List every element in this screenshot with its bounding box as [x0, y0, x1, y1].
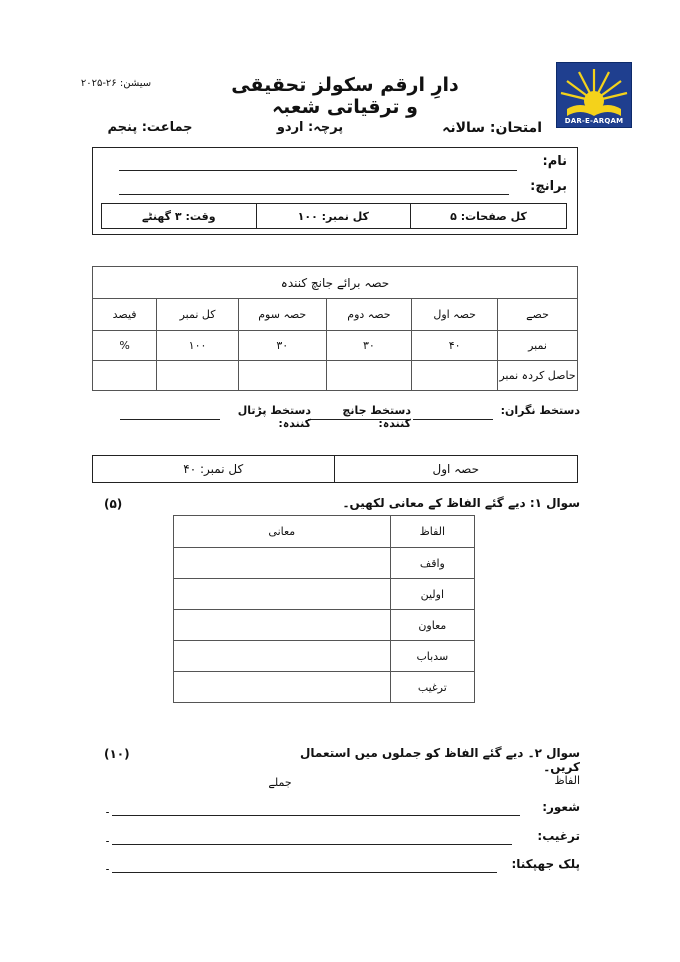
word-cell: ترغیب	[390, 672, 474, 703]
rechecker-sign-label: دستخط پڑتال کنندہ:	[237, 404, 311, 430]
part3-marks: ۳۰	[238, 331, 326, 361]
header-total: کل نمبر	[157, 299, 239, 331]
question-1-marks: (۵)	[104, 497, 123, 511]
rechecker-sign-field[interactable]	[120, 419, 220, 420]
examiner-table	[92, 266, 578, 391]
section-marks: کل نمبر: ۴۰	[93, 456, 335, 483]
header-parts: حصے	[498, 299, 578, 331]
sun-book-icon	[557, 63, 631, 117]
obtained-part1[interactable]	[412, 361, 498, 391]
end-mark: ۔	[104, 802, 112, 816]
section-header	[92, 455, 578, 483]
table-row	[93, 331, 578, 361]
obtained-row-label: حاصل کردہ نمبر	[498, 361, 578, 391]
word-cell: سدباب	[390, 641, 474, 672]
invigilator-sign-label: دستخط نگران:	[500, 404, 580, 417]
total-marks-cell: کل نمبر: ۱۰۰	[256, 204, 410, 229]
header-percent: فیصد	[93, 299, 157, 331]
total-cell: ۱۰۰	[157, 331, 239, 361]
q2-word-3: پلک جھپکنا:	[511, 857, 580, 871]
checker-sign-field[interactable]	[308, 419, 411, 420]
q2-col-word: الفاظ	[554, 774, 580, 787]
table-row	[174, 516, 475, 548]
logo-text: DAR-E-ARQAM	[564, 117, 624, 125]
meaning-field[interactable]	[174, 641, 391, 672]
time-cell: وقت: ۳ گھنٹے	[102, 204, 257, 229]
marks-row-label: نمبر	[498, 331, 578, 361]
q2-col-sentence: جملے	[268, 776, 292, 789]
exam-label: امتحان: سالانہ	[442, 120, 542, 136]
table-row	[93, 299, 578, 331]
examiner-title: حصہ برائے جانچ کنندہ	[93, 267, 578, 299]
session-label: سیشن: ۲۶-۲۰۲۵	[80, 78, 152, 89]
header-part3: حصہ سوم	[238, 299, 326, 331]
part1-marks: ۴۰	[412, 331, 498, 361]
meaning-field[interactable]	[174, 579, 391, 610]
q1-table	[173, 515, 475, 703]
total-pages-cell: کل صفحات: ۵	[411, 204, 567, 229]
sentence-field-3[interactable]	[112, 872, 497, 873]
obtained-percent[interactable]	[93, 361, 157, 391]
paper-meta-table	[101, 203, 567, 229]
branch-field[interactable]	[119, 194, 509, 195]
student-info-box	[92, 147, 578, 235]
meaning-field[interactable]	[174, 610, 391, 641]
end-mark: ۔	[104, 831, 112, 845]
school-logo	[556, 62, 632, 128]
table-row	[174, 579, 475, 610]
invigilator-sign-field[interactable]	[413, 419, 493, 420]
grade-label: جماعت: پنجم	[107, 120, 193, 135]
sentence-field-1[interactable]	[112, 815, 520, 816]
meaning-field[interactable]	[174, 548, 391, 579]
header-part2: حصہ دوم	[326, 299, 412, 331]
q2-word-2: ترغیب:	[537, 829, 580, 843]
question-2-marks: (۱۰)	[104, 747, 130, 761]
paper-label: پرچہ: اردو	[276, 120, 344, 135]
word-cell: واقف	[390, 548, 474, 579]
word-cell: اولین	[390, 579, 474, 610]
meaning-field[interactable]	[174, 672, 391, 703]
part2-marks: ۳۰	[326, 331, 412, 361]
checker-sign-label: دستخط جانچ کنندہ:	[342, 404, 411, 430]
table-row	[174, 610, 475, 641]
header-part1: حصہ اول	[412, 299, 498, 331]
obtained-part2[interactable]	[326, 361, 412, 391]
obtained-total[interactable]	[157, 361, 239, 391]
q2-word-1: شعور:	[542, 800, 580, 814]
word-cell: معاون	[390, 610, 474, 641]
table-row	[174, 548, 475, 579]
end-mark: ۔	[104, 859, 112, 873]
question-2: سوال ۲۔ دیے گئے الفاظ کو جملوں میں استعمال کریں۔	[300, 746, 580, 774]
sentence-field-2[interactable]	[112, 844, 512, 845]
percent-cell: %	[93, 331, 157, 361]
page-title: دارِ ارقم سکولز تحقیقی و ترقیاتی شعبہ	[231, 74, 459, 118]
col-word-header: الفاظ	[390, 516, 474, 548]
name-label: نام:	[542, 154, 567, 169]
table-row	[93, 361, 578, 391]
col-meaning-header: معانی	[174, 516, 391, 548]
section-name: حصہ اول	[334, 456, 578, 483]
branch-label: برانچ:	[530, 179, 567, 194]
table-row	[174, 672, 475, 703]
question-1: سوال ۱: دیے گئے الفاظ کے معانی لکھیں۔	[342, 496, 580, 510]
table-row	[174, 641, 475, 672]
name-field[interactable]	[119, 170, 517, 171]
obtained-part3[interactable]	[238, 361, 326, 391]
